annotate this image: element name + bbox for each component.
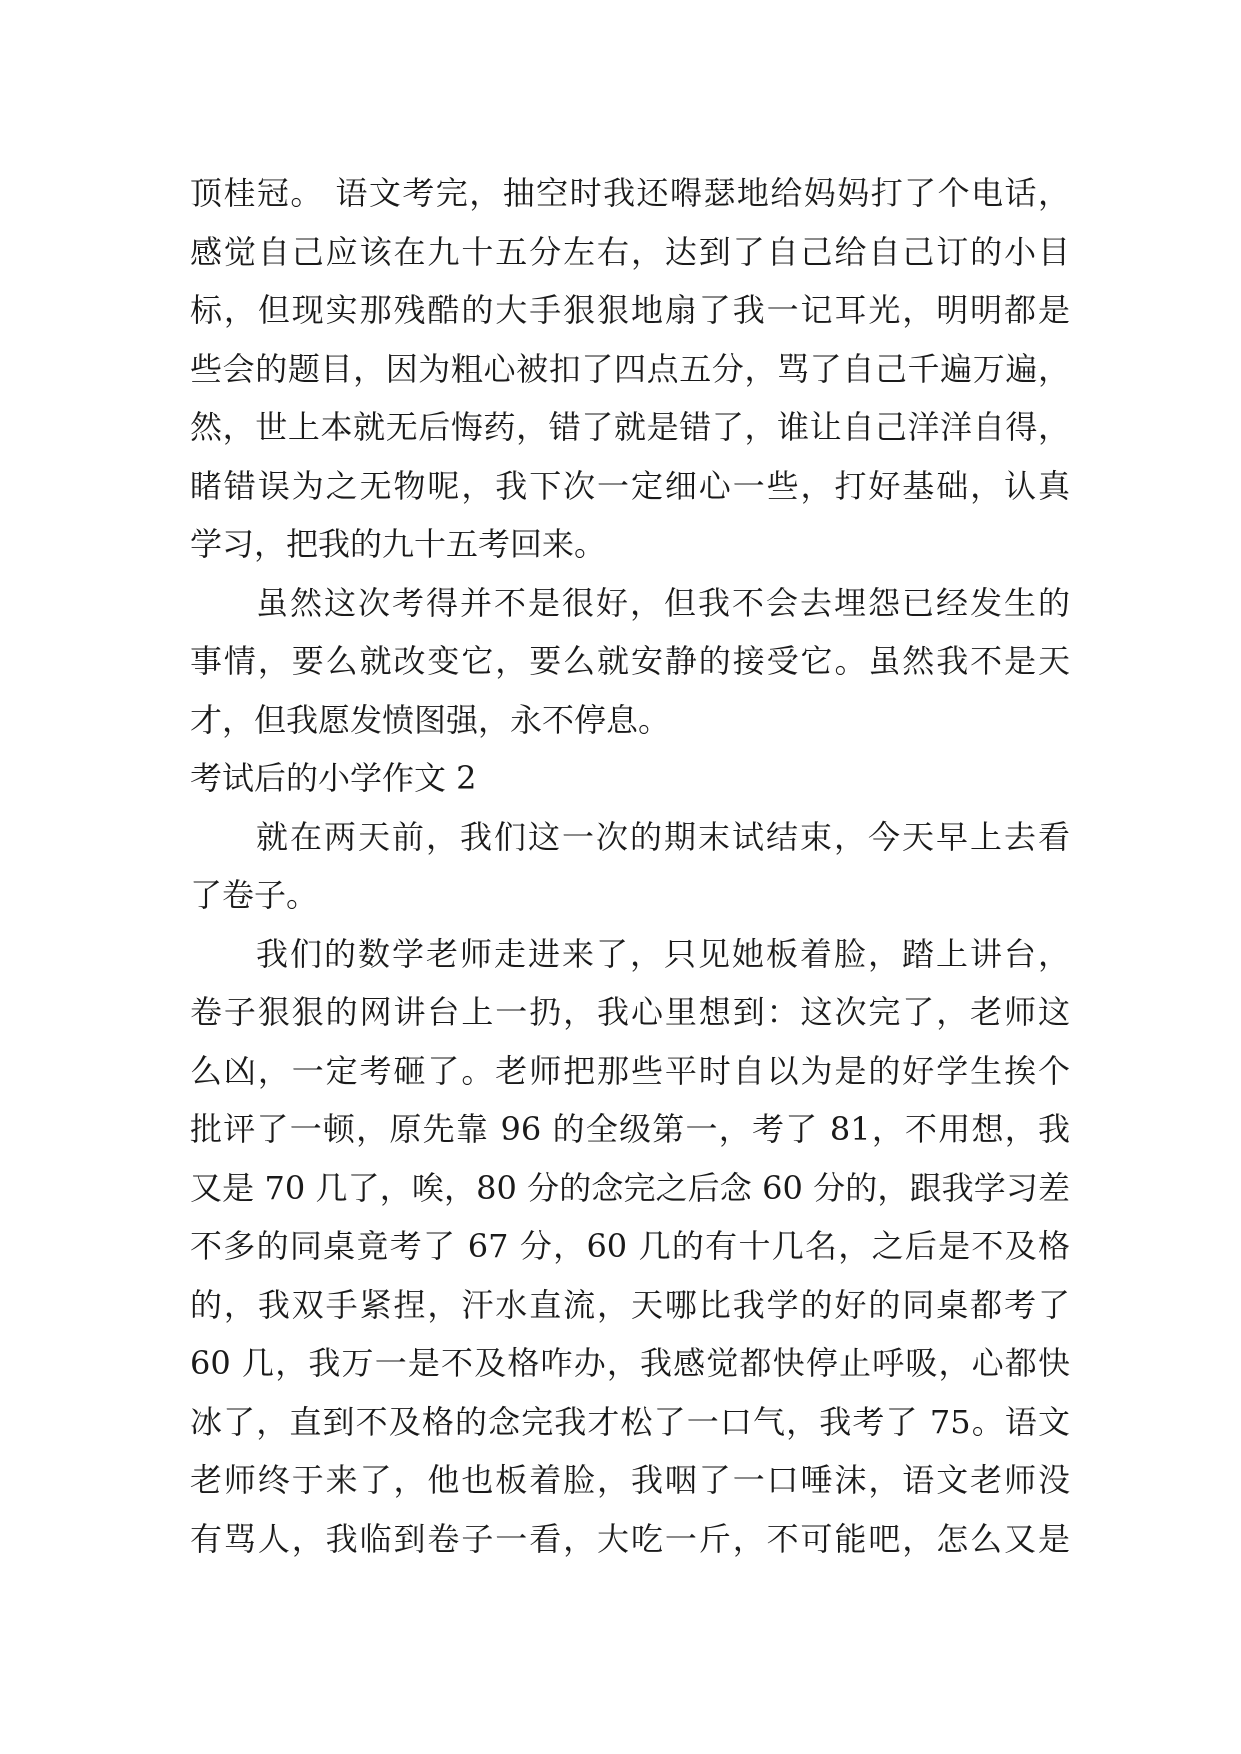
text-line: 又是 70 几了，唉，80 分的念完之后念 60 分的，跟我学习差 (190, 1168, 1070, 1207)
text-line: 老师终于来了，他也板着脸，我咽了一口唾沫，语文老师没 (190, 1461, 1070, 1499)
text-line: 就在两天前，我们这一次的期末试结束，今天早上去看 (256, 817, 1070, 856)
text-line: 然，世上本就无后悔药，错了就是错了，谁让自己洋洋自得， (190, 408, 1070, 446)
text-line: 睹错误为之无物呢，我下次一定细心一些，打好基础，认真 (190, 466, 1070, 505)
text-line: 冰了，直到不及格的念完我才松了一口气，我考了 75。语文 (190, 1402, 1070, 1441)
text-line: 些会的题目，因为粗心被扣了四点五分，骂了自己千遍万遍， (190, 349, 1070, 388)
text-line: 顶桂冠。 语文考完，抽空时我还嘚瑟地给妈妈打了个电话， (190, 174, 1070, 212)
text-line: 卷子狠狠的网讲台上一扔，我心里想到：这次完了，老师这 (190, 993, 1070, 1031)
text-line: 么凶，一定考砸了。老师把那些平时自以为是的好学生挨个 (190, 1051, 1070, 1090)
text-line: 标，但现实那残酷的大手狠狠地扇了我一记耳光，明明都是 (190, 291, 1070, 329)
text-line: 60 几，我万一是不及格咋办，我感觉都快停止呼吸，心都快 (190, 1344, 1070, 1382)
text-line: 有骂人，我临到卷子一看，大吃一斤，不可能吧，怎么又是 (190, 1519, 1070, 1558)
text-line: 学习，把我的九十五考回来。 (190, 525, 607, 563)
text-line: 事情，要么就改变它，要么就安静的接受它。虽然我不是天 (190, 642, 1070, 680)
text-line: 虽然这次考得并不是很好，但我不会去埋怨已经发生的 (256, 583, 1070, 622)
text-line: 才，但我愿发愤图强，永不停息。 (190, 700, 671, 739)
text-line: 感觉自己应该在九十五分左右，达到了自己给自己订的小目 (190, 232, 1070, 271)
text-line: 的，我双手紧捏，汗水直流，天哪比我学的好的同桌都考了 (190, 1285, 1070, 1324)
section-heading: 考试后的小学作文 2 (190, 759, 477, 797)
text-line: 我们的数学老师走进来了，只见她板着脸，踏上讲台， (256, 934, 1070, 973)
essay-body (190, 164, 1070, 1568)
text-line: 批评了一顿，原先靠 96 的全级第一，考了 81，不用想，我 (190, 1110, 1070, 1148)
text-line: 了卷子。 (190, 876, 319, 914)
text-line: 不多的同桌竟考了 67 分，60 几的有十几名，之后是不及格 (190, 1227, 1070, 1265)
